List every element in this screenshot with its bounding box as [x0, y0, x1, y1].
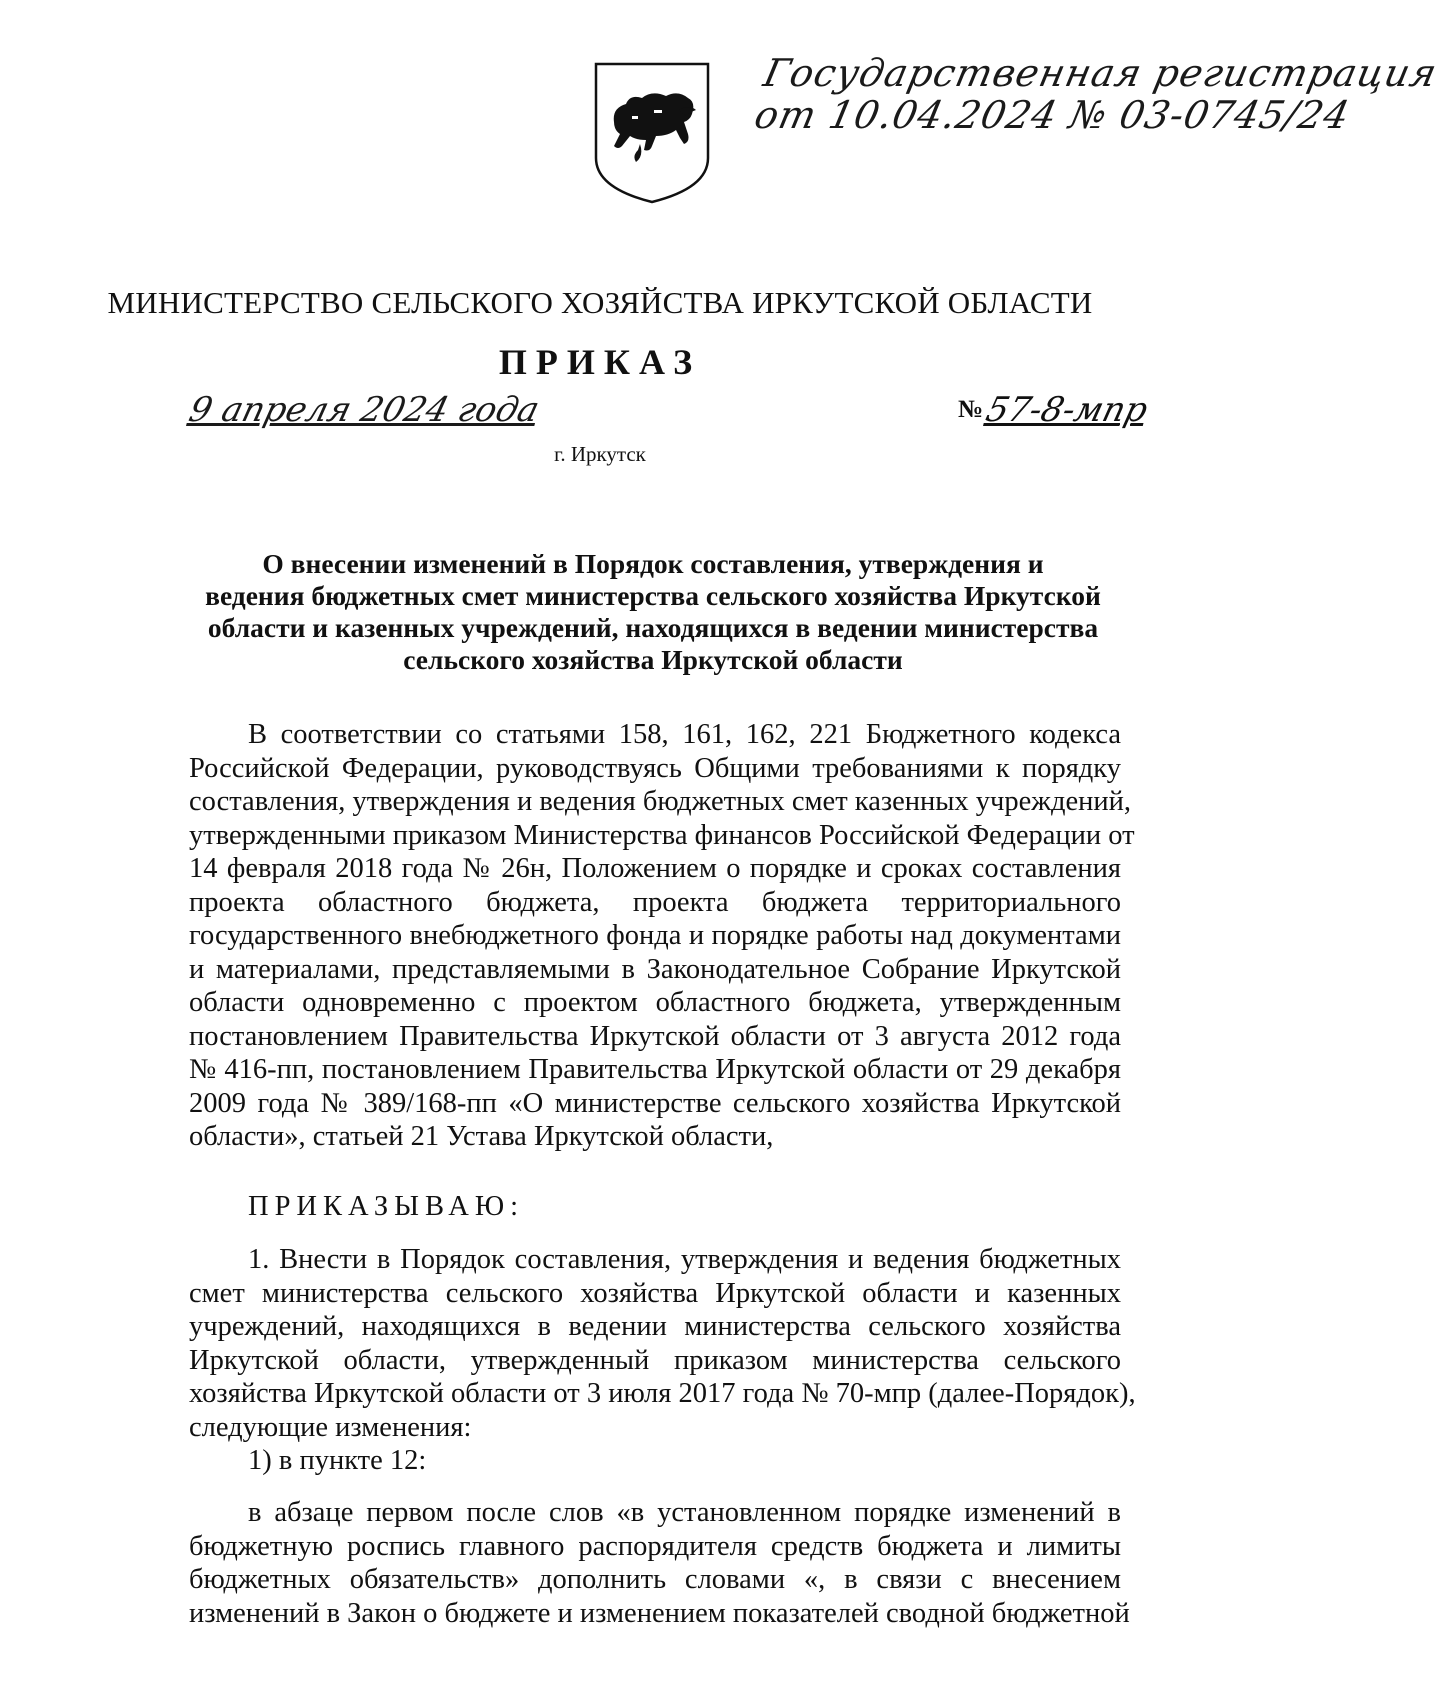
text-line: и материалами, представляемыми в Законодательное Собрание Иркутской	[189, 953, 1121, 985]
text-line: составления, утверждения и ведения бюджетных смет казенных учреждений,	[189, 786, 1131, 817]
number-sign: №	[958, 396, 984, 423]
text-line: Российской Федерации, руководствуясь Общими требованиями к порядку	[189, 752, 1121, 784]
text-line: государственного внебюджетного фонда и порядке работы над документами	[189, 920, 1121, 951]
document-type: ПРИКАЗ	[498, 342, 702, 382]
title-line: сельского хозяйства Иркутской области	[403, 644, 903, 675]
text-line: бюджетную роспись главного распорядителя средств бюджета и лимиты	[189, 1530, 1121, 1562]
text-line: бюджетных обязательств» дополнить словами «, в связи с внесением	[189, 1564, 1121, 1595]
title-line: области и казенных учреждений, находящихся в ведении министерства	[207, 612, 1099, 643]
text-line: следующие изменения:	[189, 1411, 472, 1443]
text-line: области», статьей 21 Устава Иркутской области,	[189, 1121, 774, 1152]
text-line: 1. Внести в Порядок составления, утверждения и ведения бюджетных	[248, 1244, 1121, 1275]
text-line: хозяйства Иркутской области от 3 июля 2017 года № 70-мпр (далее-Порядок),	[189, 1378, 1136, 1409]
city-label: г. Иркутск	[554, 442, 646, 466]
amendment-paragraph	[189, 1496, 1130, 1630]
document-number	[958, 390, 1152, 430]
text-line: В соответствии со статьями 158, 161, 162, 221 Бюджетного кодекса	[248, 719, 1121, 750]
text-line: 14 февраля 2018 года № 26н, Положением о порядке и сроках составления	[189, 853, 1121, 884]
text-line: области одновременно с проектом областного бюджета, утвержденным	[189, 987, 1121, 1018]
text-line: изменений в Закон о бюджете и изменением показателей сводной бюджетной	[189, 1597, 1130, 1629]
text-line: № 416-пп, постановлением Правительства Иркутской области от 29 декабря	[189, 1054, 1121, 1085]
registration-handwritten-note	[751, 52, 1441, 136]
text-line: учреждений, находящихся в ведении министерства сельского хозяйства	[189, 1311, 1121, 1342]
text-line: смет министерства сельского хозяйства Иркутской области и казенных	[189, 1277, 1121, 1309]
title-line: О внесении изменений в Порядок составления, утверждения и	[262, 548, 1044, 579]
subitem-1: 1) в пункте 12:	[248, 1445, 427, 1476]
order-word: ПРИКАЗЫВАЮ:	[248, 1191, 525, 1222]
document-title	[186, 548, 1120, 676]
document-number-value: 57-8-мпр	[982, 390, 1152, 430]
preamble-paragraph	[189, 718, 1135, 1154]
text-line: проекта областного бюджета, проекта бюджета территориального	[189, 886, 1121, 918]
text-line: 2009 года № 389/168-пп «О министерстве сельского хозяйства Иркутской	[189, 1087, 1121, 1119]
ministry-name: МИНИСТЕРСТВО СЕЛЬСКОГО ХОЗЯЙСТВА ИРКУТСКОЙ ОБЛАСТИ	[107, 285, 1093, 320]
text-line: утвержденными приказом Министерства финансов Российской Федерации от	[189, 819, 1135, 851]
text-line: в абзаце первом после слов «в установленном порядке изменений в	[248, 1497, 1121, 1528]
item-1-paragraph	[189, 1243, 1136, 1444]
title-line: ведения бюджетных смет министерства сельского хозяйства Иркутской	[205, 580, 1101, 611]
text-line: Иркутской области, утвержденный приказом министерства сельского	[189, 1344, 1121, 1376]
document-date: 9 апреля 2024 года	[185, 390, 544, 430]
registration-line: от 10.04.2024 № 03-0745/24	[750, 93, 1354, 137]
irkutsk-coat-of-arms-emblem	[592, 60, 712, 206]
text-line: постановлением Правительства Иркутской области от 3 августа 2012 года	[189, 1020, 1121, 1052]
registration-line: Государственная регистрация	[759, 51, 1441, 95]
